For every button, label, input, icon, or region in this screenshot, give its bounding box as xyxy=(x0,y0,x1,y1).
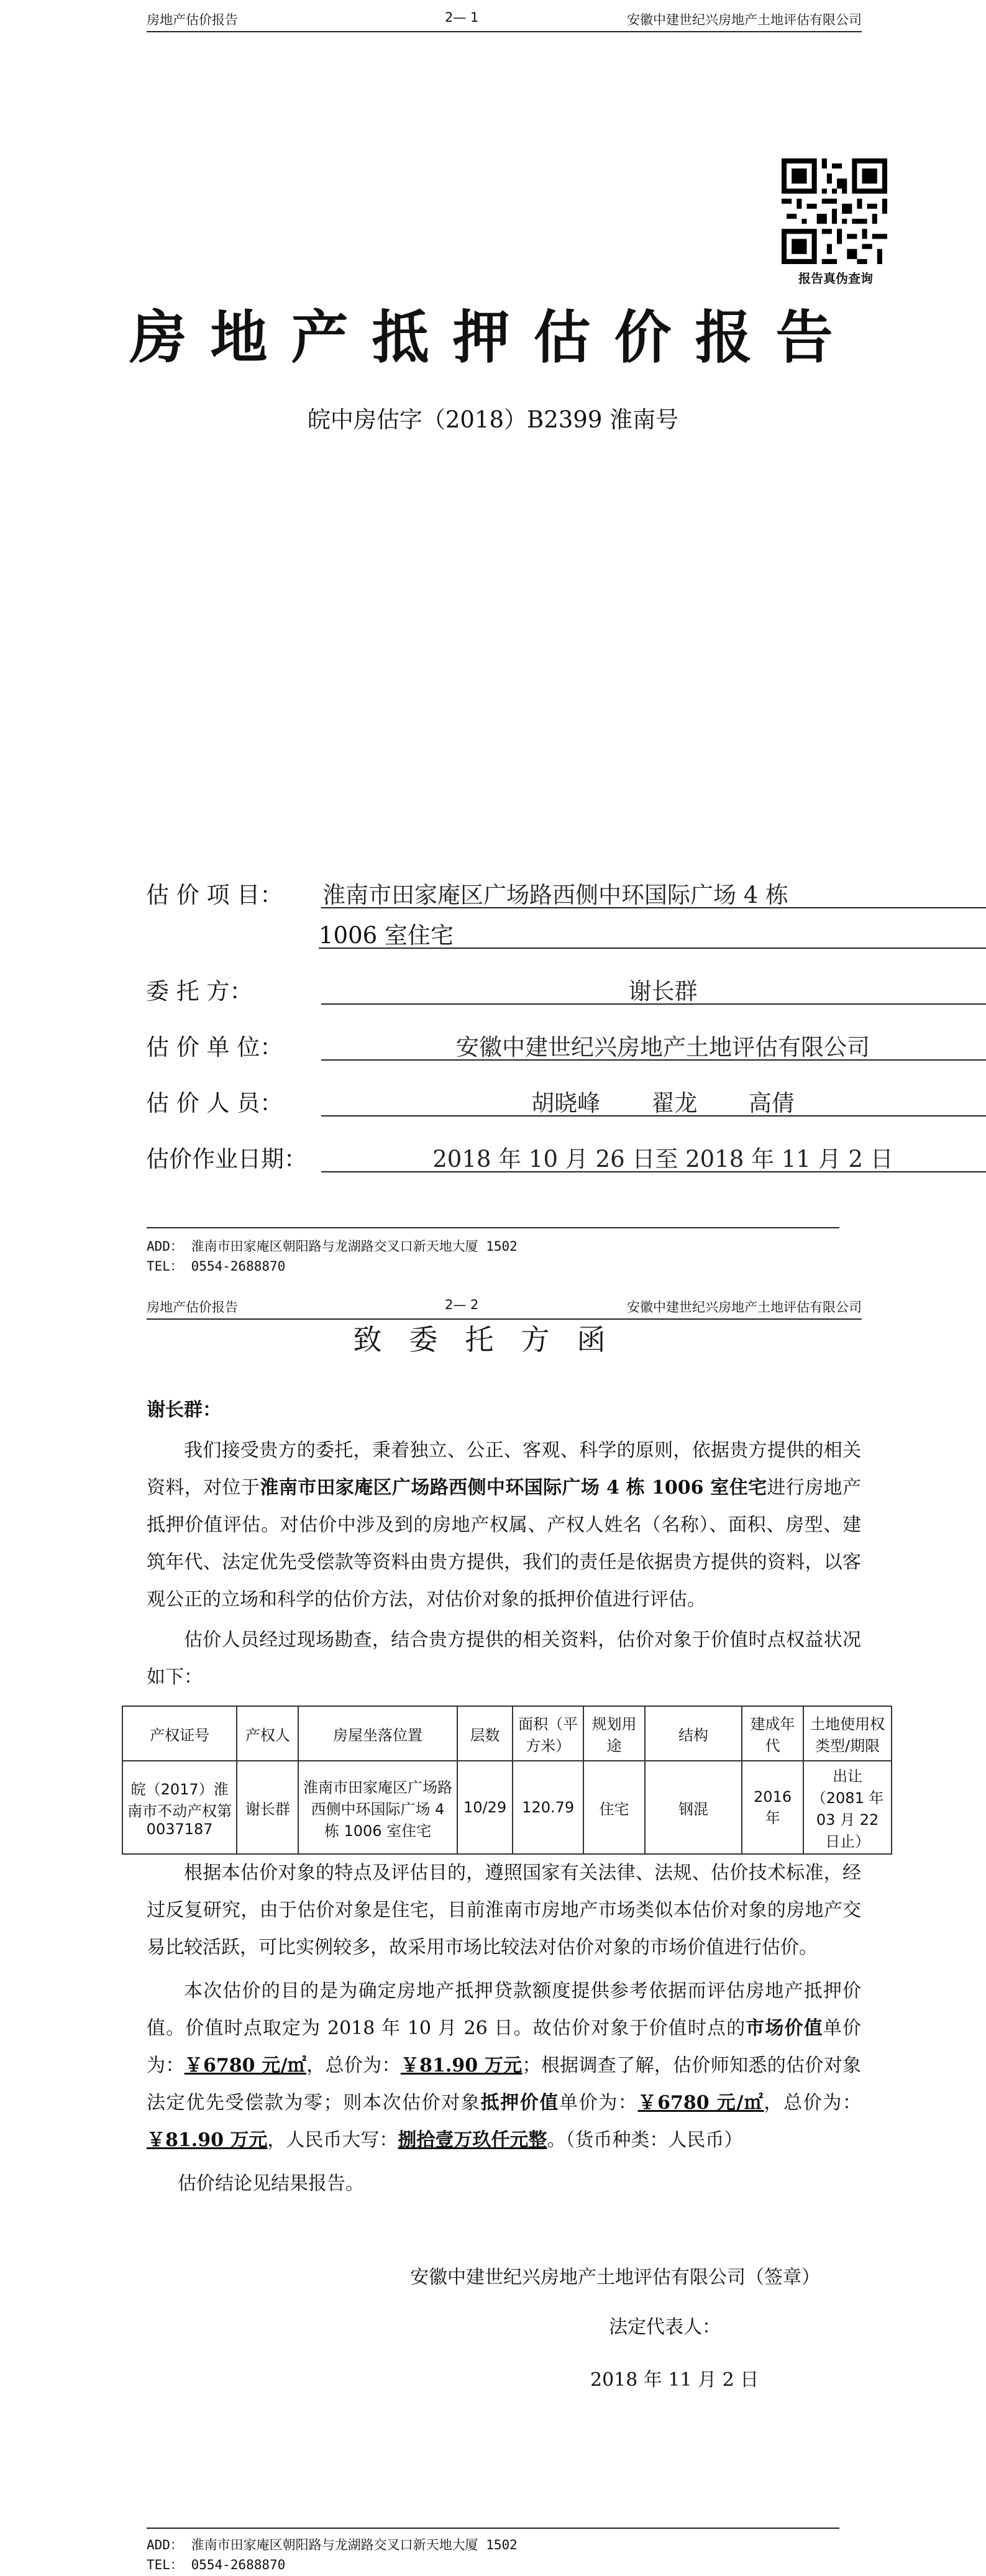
p3-text: 根据本估价对象的特点及评估目的，遵照国家有关法律、法规、估价技术标准，经过反复研究，由于估价对象是住宅，目前淮南市房地产市场类似本估价对象的房地产交易比较活跃，可比实例较多，故采用市场比较法对估价对象的市场价值进行估价。 xyxy=(147,1862,861,1958)
qr-caption: 报告真伪查询 xyxy=(798,271,873,286)
header-left: 房地产估价报告 xyxy=(147,12,238,27)
footer-tel: TEL： 0554-2688870 xyxy=(147,2557,286,2572)
p4-text-d: ；根据调查了解，估价师知悉的估价对象法定优先受偿款为零；则本次估价对象 xyxy=(147,2055,862,2114)
document-number: 皖中房估字（2018）B2399 淮南号 xyxy=(307,406,679,433)
property-table xyxy=(122,1706,892,1855)
table-header: 土地使用权类型/期限 xyxy=(803,1706,892,1761)
header-company: 安徽中建世纪兴房地产土地评估有限公司 xyxy=(627,12,862,27)
footer-divider xyxy=(147,1227,839,1228)
table-header: 层数 xyxy=(457,1706,513,1761)
p4-mortgage-unit-price: ￥6780 元/㎡ xyxy=(637,2092,764,2114)
table-row xyxy=(122,1761,892,1854)
p4-text-e: 单价为： xyxy=(559,2092,638,2114)
field-project-value-2: 1006 室住宅 xyxy=(319,916,986,949)
p4-text-a: 本次估价的目的是为确定房地产抵押贷款额度提供参考依据而评估房地产抵押价值。价值时点取定为 2018 年 10 月 26 日。故估价对象于价值时点的 xyxy=(147,1980,861,2039)
p5-text: 估价结论见结果报告。 xyxy=(178,2173,364,2195)
field-client-value: 谢长群 xyxy=(321,972,986,1005)
paragraph-1 xyxy=(147,1432,861,1619)
signature-representative: 法定代表人： xyxy=(609,2316,721,2338)
p4-text-f: ，总价为： xyxy=(764,2092,861,2114)
field-appraiser-value: 胡晓峰 翟龙 高倩 xyxy=(321,1084,986,1117)
p4-text-c: ，总价为： xyxy=(306,2055,401,2076)
salutation xyxy=(147,1392,861,1429)
table-cell: 出让（2081 年 03 月 22 日止） xyxy=(803,1761,892,1854)
table-cell: 谢长群 xyxy=(237,1761,298,1854)
paragraph-4 xyxy=(147,1973,861,2159)
table-cell: 10/29 xyxy=(457,1761,513,1854)
p4-amount-in-words: 捌拾壹万玖仟元整 xyxy=(398,2129,547,2151)
p4-text-h: 。（货币种类：人民币） xyxy=(547,2129,743,2151)
qr-code-icon[interactable] xyxy=(782,158,887,264)
field-unit-label: 估 价 单 位： xyxy=(146,1034,283,1061)
table-header: 产权证号 xyxy=(122,1706,237,1761)
salutation-text: 谢长群： xyxy=(147,1399,221,1421)
signature-company: 安徽中建世纪兴房地产土地评估有限公司（签章） xyxy=(410,2267,820,2288)
page-header xyxy=(147,6,862,32)
p4-text-b: 单价为： xyxy=(147,2017,862,2076)
header-page-number: 2— 1 xyxy=(445,10,479,25)
footer-address: ADD： 淮南市田家庵区朝阳路与龙湖路交叉口新天地大厦 1502 xyxy=(147,1239,518,1254)
table-header: 面积（平方米） xyxy=(513,1706,583,1761)
table-header: 产权人 xyxy=(237,1706,298,1761)
field-project-label: 估 价 项 目： xyxy=(146,882,283,908)
header-left: 房地产估价报告 xyxy=(147,1300,238,1315)
p4-market-unit-price: ￥6780 元/㎡ xyxy=(184,2055,307,2076)
table-header: 结构 xyxy=(645,1706,742,1761)
table-header: 建成年代 xyxy=(742,1706,803,1761)
p4-mortgage-value-label: 抵押价值 xyxy=(480,2092,560,2114)
footer-address: ADD： 淮南市田家庵区朝阳路与龙湖路交叉口新天地大厦 1502 xyxy=(147,2537,518,2552)
header-page-number: 2— 2 xyxy=(445,1297,479,1312)
p4-market-value-label: 市场价值 xyxy=(746,2017,823,2039)
paragraph-2 xyxy=(147,1622,861,1696)
paragraph-5 xyxy=(147,2165,861,2203)
field-appraiser-label: 估 价 人 员： xyxy=(146,1090,283,1117)
table-header-row xyxy=(122,1706,892,1761)
header-company: 安徽中建世纪兴房地产土地评估有限公司 xyxy=(627,1300,862,1315)
report-title: 房地产抵押估价报告 xyxy=(129,304,857,371)
paragraph-3 xyxy=(147,1855,861,1966)
p4-market-total: ￥81.90 万元 xyxy=(400,2055,523,2076)
cover-page xyxy=(0,0,986,1286)
p4-mortgage-total: ￥81.90 万元 xyxy=(147,2129,268,2151)
page-header xyxy=(147,1294,862,1320)
table-cell: 住宅 xyxy=(583,1761,645,1854)
table-cell: 2016 年 xyxy=(742,1761,803,1854)
field-client-label: 委 托 方： xyxy=(146,978,253,1005)
p1-address: 淮南市田家庵区广场路西侧中环国际广场 4 栋 1006 室住宅 xyxy=(260,1477,767,1499)
p4-text-g: ，人民币大写： xyxy=(267,2129,398,2151)
signature-date: 2018 年 11 月 2 日 xyxy=(590,2369,759,2391)
table-header: 规划用途 xyxy=(583,1706,645,1761)
field-unit-value: 安徽中建世纪兴房地产土地评估有限公司 xyxy=(321,1028,986,1061)
p1-text-b: 进行房地产抵押价值评估。对估价中涉及到的房地产权属、产权人姓名（名称）、面积、房型、建筑年代、法定优先受偿款等资料由贵方提供，我们的责任是依据贵方提供的资料，以客观公正的立场和科学的估价方法，对估价对象的抵押价值进行评估。 xyxy=(147,1477,862,1610)
letter-title: 致委托方函 xyxy=(353,1323,633,1356)
field-date-value: 2018 年 10 月 26 日至 2018 年 11 月 2 日 xyxy=(321,1140,986,1172)
table-cell: 淮南市田家庵区广场路西侧中环国际广场 4 栋 1006 室住宅 xyxy=(298,1761,457,1854)
field-project-value: 淮南市田家庵区广场路西侧中环国际广场 4 栋 xyxy=(321,876,986,908)
footer-tel: TEL： 0554-2688870 xyxy=(147,1259,286,1274)
table-header: 房屋坐落位置 xyxy=(298,1706,457,1761)
p2-text: 估价人员经过现场勘查，结合贵方提供的相关资料，估价对象于价值时点权益状况如下： xyxy=(147,1629,861,1688)
field-date-label: 估价作业日期： xyxy=(146,1146,307,1172)
footer-divider xyxy=(147,2528,839,2529)
table-cell: 钢混 xyxy=(645,1761,742,1854)
p1-text-a: 我们接受贵方的委托，秉着独立、公正、客观、科学的原则，依据贵方提供的相关资料，对位于 xyxy=(147,1440,861,1499)
table-cell: 皖（2017）淮南市不动产权第 0037187 xyxy=(122,1761,237,1854)
table-cell: 120.79 xyxy=(513,1761,583,1854)
